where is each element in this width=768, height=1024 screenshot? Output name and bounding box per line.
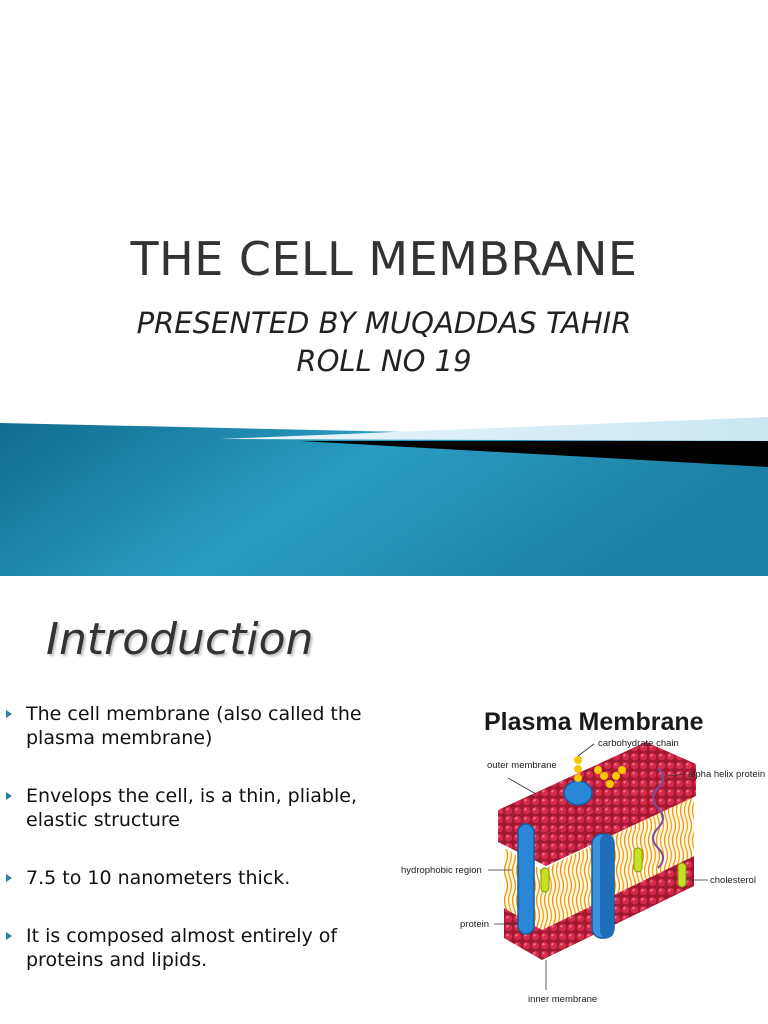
- bullet-text: 7.5 to 10 nanometers thick.: [26, 867, 291, 889]
- label-inner-membrane: inner membrane: [528, 994, 598, 1005]
- bullet-item: [0, 702, 400, 750]
- label-outer-membrane: outer membrane: [487, 760, 557, 771]
- bullet-text: It is composed almost entirely of proteins and lipids.: [26, 925, 338, 971]
- bullet-item: [0, 784, 400, 832]
- presenter-line: PRESENTED BY MUQADDAS TAHIR: [136, 306, 632, 340]
- bullet-item: [0, 924, 400, 972]
- bullet-item: [0, 866, 400, 890]
- label-cholesterol: cholesterol: [710, 875, 756, 886]
- bullet-text: The cell membrane (also called the plasma membrane): [26, 703, 362, 749]
- plasma-membrane-diagram: [396, 698, 768, 1024]
- introduction-slide: [0, 590, 768, 1024]
- bullet-arrow-icon: [6, 792, 12, 800]
- membrane-illustration: [396, 698, 768, 1024]
- decorative-band: [0, 405, 768, 576]
- diagram-title: Plasma Membrane: [484, 708, 704, 736]
- roll-number-line: ROLL NO 19: [296, 344, 472, 378]
- label-alpha-helix-protein: alpha helix protein: [688, 769, 766, 780]
- bullet-arrow-icon: [6, 932, 12, 940]
- label-protein: protein: [460, 919, 490, 930]
- label-carbohydrate-chain: carbohydrate chain: [598, 738, 679, 749]
- bullet-arrow-icon: [6, 710, 12, 718]
- label-hydrophobic-region: hydrophobic region: [401, 865, 482, 876]
- bullet-list: [0, 702, 400, 972]
- bullet-text: Envelops the cell, is a thin, pliable, elastic structure: [26, 785, 357, 831]
- section-title: Introduction: [46, 614, 314, 665]
- bullet-arrow-icon: [6, 874, 12, 882]
- slide-title: THE CELL MEMBRANE: [130, 232, 638, 286]
